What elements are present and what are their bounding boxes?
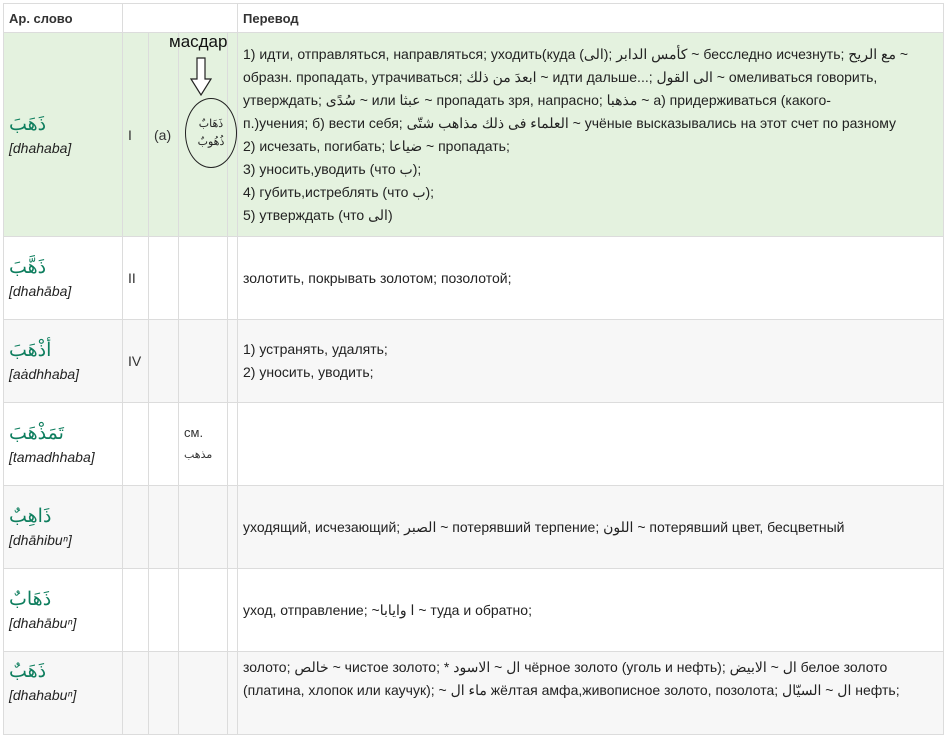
translation-line: уход, отправление; ~ا وايابا ~ туда и обратно;	[243, 601, 532, 618]
masdar-form: ذُهُوبٌ	[197, 135, 225, 148]
empty-cell	[149, 403, 179, 486]
see-also-label: см.	[184, 425, 204, 440]
translation-cell	[238, 403, 944, 486]
arabic-word-cell	[4, 237, 123, 320]
empty-cell	[123, 652, 149, 735]
arabic-word: ذَهَبَ	[9, 112, 47, 135]
translation-line: 1) идти, отправляться, направляться; уходить(куда (الى); كأمس الدابر ~ бесследно исчезнуть; مع الريح ~	[243, 45, 909, 62]
spacer-cell	[228, 569, 238, 652]
spacer-cell	[228, 403, 238, 486]
transliteration: [dhāhibuⁿ]	[9, 532, 72, 548]
table-row	[4, 403, 944, 486]
arabic-word: ذَهَبٌ	[9, 660, 47, 682]
table-row	[4, 320, 944, 403]
translation-line: золото; خالص ~ чистое золото; * ال ~ الاسود чёрное золото (уголь и нефть); ال ~ الابيض белое золото	[243, 659, 888, 675]
empty-cell	[149, 486, 179, 569]
arabic-word: ذَهَّبَ	[9, 256, 47, 278]
spacer-cell	[228, 320, 238, 403]
table-row	[4, 652, 944, 735]
transliteration: [aȧdhhaba]	[9, 366, 80, 382]
arabic-word-cell	[4, 652, 123, 735]
header-row	[4, 4, 944, 33]
spacer-cell	[228, 486, 238, 569]
translation-line: утверждать; سُدًى ~ или عبثا ~ пропадать зря, напрасно; مذهبا ~ а) придерживаться (какого-	[243, 91, 831, 108]
empty-cell	[123, 569, 149, 652]
transliteration: [dhahābuⁿ]	[9, 615, 77, 631]
empty-cell	[149, 652, 179, 735]
see-also-cell	[179, 403, 228, 486]
transliteration: [dhahāba]	[9, 283, 72, 299]
arabic-word-cell	[4, 569, 123, 652]
header-arabic-word[interactable]: Ар. слово	[4, 4, 123, 33]
empty-cell	[179, 652, 228, 735]
translation-cell	[238, 320, 944, 403]
verb-form: II	[123, 237, 149, 320]
empty-cell	[149, 320, 179, 403]
table-row	[4, 33, 944, 237]
empty-cell	[149, 569, 179, 652]
translation-line: золотить, покрывать золотом; позолотой;	[243, 269, 512, 286]
arabic-word-cell	[4, 486, 123, 569]
translation-line: образн. пропадать, утрачиваться; ابعدَ من ذلك ~ идти дальше...; الى القول ~ омеливаться говорить,	[243, 68, 878, 85]
arabic-word-cell	[4, 320, 123, 403]
table-row	[4, 237, 944, 320]
down-arrow-icon	[190, 57, 212, 97]
translation-cell	[238, 652, 944, 735]
dictionary-table	[3, 3, 944, 735]
translation-line: п.)учения; б) вести себя; العلماء فى ذلك مذاهب شتّى ~ учёные высказывались на этот счет по разному	[243, 114, 897, 131]
arabic-word-cell	[4, 403, 123, 486]
spacer-cell	[228, 652, 238, 735]
translation-line: 2) уносить, уводить;	[243, 364, 374, 380]
empty-cell	[123, 403, 149, 486]
header-grammar[interactable]	[123, 4, 238, 33]
verb-form: I	[123, 33, 149, 237]
translation-line: 1) устранять, удалять;	[243, 341, 388, 357]
verb-form: IV	[123, 320, 149, 403]
translation-line: 2) исчезать, погибать; ضياعا ~ пропадать;	[243, 137, 510, 154]
translation-line: (платина, хлопок или каучук); ~ ماء ال жёлтая амфа,живописное золото, позолота; ال ~ السيّال нефть;	[243, 682, 900, 698]
transliteration: [dhahaba]	[9, 139, 72, 156]
translation-cell	[238, 33, 944, 237]
empty-cell	[179, 569, 228, 652]
translation-cell	[238, 237, 944, 320]
empty-cell	[179, 320, 228, 403]
empty-cell	[179, 486, 228, 569]
translation-line: 5) утверждать (что الى)	[243, 206, 393, 223]
transliteration: [dhahabuⁿ]	[9, 687, 77, 703]
arabic-word-cell	[4, 33, 123, 237]
arabic-word: ذَهَابٌ	[9, 588, 52, 610]
spacer-cell	[228, 237, 238, 320]
translation-cell	[238, 569, 944, 652]
table-row	[4, 569, 944, 652]
arabic-word: أذْهَبَ	[9, 339, 52, 361]
arabic-word: تَمَذْهَبَ	[9, 422, 64, 444]
translation-cell	[238, 486, 944, 569]
vowel-pattern: (a)	[149, 33, 179, 237]
table-row	[4, 486, 944, 569]
translation-line: 3) уносить,уводить (что ب);	[243, 160, 422, 177]
translation-line: 4) губить,истреблять (что ب);	[243, 183, 435, 200]
see-also-word[interactable]: مذهب	[184, 448, 213, 461]
empty-cell	[179, 237, 228, 320]
masdar-form: ذَهَابٌ	[198, 117, 224, 130]
transliteration: [tamadhhaba]	[9, 449, 95, 465]
translation-line: уходящий, исчезающий; الصبر ~ потерявший терпение; اللون ~ потерявший цвет, бесцветный	[243, 518, 845, 535]
arabic-word: ذَاهِبٌ	[9, 505, 52, 527]
masdar-circle	[185, 98, 237, 168]
masdar-cell	[169, 32, 228, 237]
masdar-annotation-label: масдар	[169, 32, 228, 51]
header-translation[interactable]: Перевод	[238, 4, 944, 33]
empty-cell	[149, 237, 179, 320]
empty-cell	[123, 486, 149, 569]
